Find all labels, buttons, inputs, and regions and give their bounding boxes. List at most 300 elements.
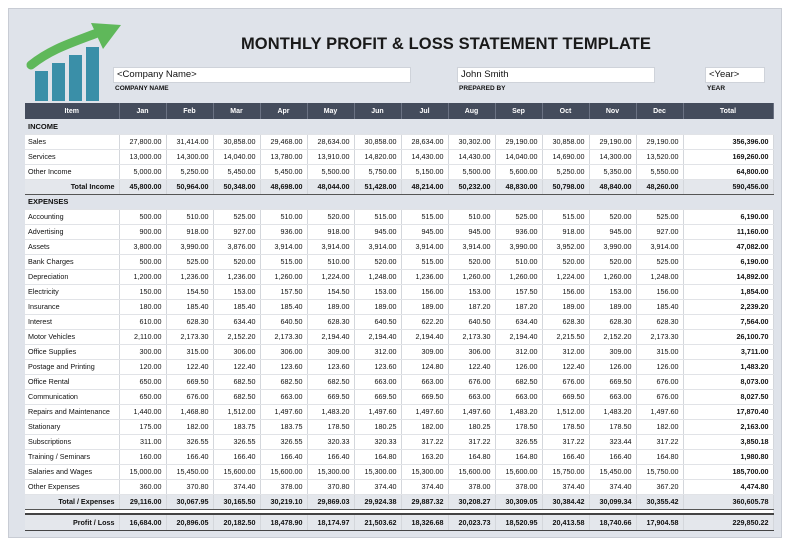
month-cell[interactable]: 525.00 <box>166 254 213 269</box>
month-cell[interactable]: 374.40 <box>589 479 636 494</box>
month-cell[interactable]: 682.50 <box>213 374 260 389</box>
expense-row <box>25 359 773 374</box>
row-total-cell[interactable]: 3,711.00 <box>683 344 773 359</box>
month-cell[interactable]: 185.40 <box>213 299 260 314</box>
month-cell[interactable]: 945.00 <box>589 224 636 239</box>
month-cell[interactable]: 3,914.00 <box>260 239 307 254</box>
month-cell[interactable]: 2,173.30 <box>448 329 495 344</box>
month-cell[interactable]: 3,990.00 <box>166 239 213 254</box>
month-cell[interactable]: 900.00 <box>119 224 166 239</box>
month-cell[interactable]: 945.00 <box>401 224 448 239</box>
row-total-cell[interactable]: 356,396.00 <box>683 134 773 149</box>
month-cell[interactable]: 183.75 <box>260 419 307 434</box>
month-cell[interactable]: 663.00 <box>589 389 636 404</box>
month-cell[interactable]: 157.50 <box>260 284 307 299</box>
month-cell[interactable]: 374.40 <box>401 479 448 494</box>
month-cell[interactable]: 5,250.00 <box>166 164 213 179</box>
month-cell[interactable]: 164.80 <box>354 449 401 464</box>
month-cell[interactable]: 515.00 <box>401 254 448 269</box>
month-cell[interactable]: 676.00 <box>166 389 213 404</box>
month-cell[interactable]: 367.20 <box>636 479 683 494</box>
month-cell[interactable]: 1,497.60 <box>354 404 401 419</box>
row-total-cell[interactable]: 64,800.00 <box>683 164 773 179</box>
month-cell[interactable]: 525.00 <box>636 254 683 269</box>
month-cell[interactable]: 520.00 <box>589 254 636 269</box>
month-cell[interactable]: 164.80 <box>448 449 495 464</box>
month-cell[interactable]: 510.00 <box>448 209 495 224</box>
month-cell[interactable]: 1,483.20 <box>589 404 636 419</box>
month-cell[interactable]: 520.00 <box>213 254 260 269</box>
month-cell[interactable]: 515.00 <box>354 209 401 224</box>
month-cell[interactable]: 28,634.00 <box>307 134 354 149</box>
month-cell[interactable]: 510.00 <box>307 254 354 269</box>
month-cell[interactable]: 634.40 <box>495 314 542 329</box>
row-total-cell[interactable]: 169,260.00 <box>683 149 773 164</box>
month-cell[interactable]: 15,450.00 <box>589 464 636 479</box>
month-cell[interactable]: 5,450.00 <box>213 164 260 179</box>
month-cell[interactable]: 500.00 <box>119 209 166 224</box>
month-cell[interactable]: 122.40 <box>542 359 589 374</box>
month-cell[interactable]: 178.50 <box>495 419 542 434</box>
month-cell[interactable]: 15,600.00 <box>495 464 542 479</box>
month-cell[interactable]: 918.00 <box>307 224 354 239</box>
month-cell[interactable]: 189.00 <box>354 299 401 314</box>
month-cell[interactable]: 13,910.00 <box>307 149 354 164</box>
month-cell[interactable]: 180.25 <box>448 419 495 434</box>
month-cell[interactable]: 3,952.00 <box>542 239 589 254</box>
month-cell[interactable]: 312.00 <box>354 344 401 359</box>
month-cell[interactable]: 126.00 <box>589 359 636 374</box>
month-cell[interactable]: 945.00 <box>448 224 495 239</box>
month-cell[interactable]: 663.00 <box>401 374 448 389</box>
expense-row <box>25 269 773 284</box>
month-cell[interactable]: 370.80 <box>307 479 354 494</box>
month-cell[interactable]: 122.40 <box>448 359 495 374</box>
month-cell[interactable]: 122.40 <box>166 359 213 374</box>
prepared-by-field[interactable]: John Smith <box>457 67 655 83</box>
month-cell[interactable]: 320.33 <box>354 434 401 449</box>
month-cell[interactable]: 15,450.00 <box>166 464 213 479</box>
month-cell[interactable]: 309.00 <box>401 344 448 359</box>
month-cell[interactable]: 189.00 <box>307 299 354 314</box>
row-total-cell[interactable]: 1,980.80 <box>683 449 773 464</box>
month-cell[interactable]: 525.00 <box>213 209 260 224</box>
month-cell[interactable]: 2,215.50 <box>542 329 589 344</box>
month-cell[interactable]: 300.00 <box>119 344 166 359</box>
month-cell[interactable]: 500.00 <box>119 254 166 269</box>
month-cell[interactable]: 634.40 <box>213 314 260 329</box>
month-cell[interactable]: 640.50 <box>354 314 401 329</box>
month-cell[interactable]: 163.20 <box>401 449 448 464</box>
month-cell[interactable]: 1,236.00 <box>166 269 213 284</box>
month-cell[interactable]: 520.00 <box>354 254 401 269</box>
month-cell[interactable]: 178.50 <box>589 419 636 434</box>
month-cell[interactable]: 187.20 <box>448 299 495 314</box>
month-cell[interactable]: 676.00 <box>636 389 683 404</box>
month-cell[interactable]: 5,500.00 <box>307 164 354 179</box>
month-cell[interactable]: 5,550.00 <box>636 164 683 179</box>
month-cell[interactable]: 520.00 <box>448 254 495 269</box>
month-cell[interactable]: 1,468.80 <box>166 404 213 419</box>
month-cell[interactable]: 326.55 <box>260 434 307 449</box>
month-cell[interactable]: 166.40 <box>542 449 589 464</box>
month-cell[interactable]: 27,800.00 <box>119 134 166 149</box>
month-cell[interactable]: 669.50 <box>589 374 636 389</box>
month-cell[interactable]: 918.00 <box>542 224 589 239</box>
month-cell[interactable]: 622.20 <box>401 314 448 329</box>
month-cell[interactable]: 178.50 <box>307 419 354 434</box>
month-cell[interactable]: 525.00 <box>495 209 542 224</box>
month-cell[interactable]: 182.00 <box>401 419 448 434</box>
row-total-cell[interactable]: 11,160.00 <box>683 224 773 239</box>
month-cell[interactable]: 15,600.00 <box>448 464 495 479</box>
month-cell[interactable]: 2,194.40 <box>495 329 542 344</box>
month-cell[interactable]: 326.55 <box>166 434 213 449</box>
row-total-cell[interactable]: 2,239.20 <box>683 299 773 314</box>
month-cell[interactable]: 156.00 <box>636 284 683 299</box>
month-cell[interactable]: 14,040.00 <box>495 149 542 164</box>
month-cell[interactable]: 1,224.00 <box>307 269 354 284</box>
month-cell[interactable]: 936.00 <box>495 224 542 239</box>
row-total-cell[interactable]: 6,190.00 <box>683 254 773 269</box>
month-cell[interactable]: 14,690.00 <box>542 149 589 164</box>
month-cell[interactable]: 5,600.00 <box>495 164 542 179</box>
month-cell[interactable]: 3,914.00 <box>448 239 495 254</box>
month-cell[interactable]: 30,858.00 <box>213 134 260 149</box>
month-cell[interactable]: 5,250.00 <box>542 164 589 179</box>
month-cell[interactable]: 30,302.00 <box>448 134 495 149</box>
month-cell[interactable]: 14,300.00 <box>166 149 213 164</box>
month-cell[interactable]: 663.00 <box>495 389 542 404</box>
month-cell[interactable]: 378.00 <box>448 479 495 494</box>
month-cell[interactable]: 153.00 <box>448 284 495 299</box>
month-cell[interactable]: 320.33 <box>307 434 354 449</box>
month-cell[interactable]: 378.00 <box>260 479 307 494</box>
month-cell[interactable]: 936.00 <box>260 224 307 239</box>
month-cell[interactable]: 1,483.20 <box>307 404 354 419</box>
month-cell[interactable]: 185.40 <box>636 299 683 314</box>
row-total-cell[interactable]: 14,892.00 <box>683 269 773 284</box>
month-cell[interactable]: 13,000.00 <box>119 149 166 164</box>
row-total-cell[interactable]: 7,564.00 <box>683 314 773 329</box>
month-cell[interactable]: 918.00 <box>166 224 213 239</box>
month-cell: 29,924.38 <box>354 494 401 509</box>
month-cell[interactable]: 160.00 <box>119 449 166 464</box>
month-cell[interactable]: 628.30 <box>166 314 213 329</box>
month-cell[interactable]: 1,497.60 <box>260 404 307 419</box>
month-cell[interactable]: 182.00 <box>166 419 213 434</box>
month-cell[interactable]: 185.40 <box>260 299 307 314</box>
month-cell[interactable]: 628.30 <box>589 314 636 329</box>
month-cell[interactable]: 1,236.00 <box>401 269 448 284</box>
month-cell[interactable]: 15,000.00 <box>119 464 166 479</box>
month-cell[interactable]: 1,497.60 <box>448 404 495 419</box>
month-cell[interactable]: 3,990.00 <box>495 239 542 254</box>
month-cell[interactable]: 306.00 <box>448 344 495 359</box>
month-cell[interactable]: 640.50 <box>260 314 307 329</box>
row-total-cell[interactable]: 2,163.00 <box>683 419 773 434</box>
month-cell[interactable]: 1,200.00 <box>119 269 166 284</box>
month-cell[interactable]: 317.22 <box>401 434 448 449</box>
month-cell[interactable]: 317.22 <box>448 434 495 449</box>
month-cell[interactable]: 323.44 <box>589 434 636 449</box>
month-cell[interactable]: 510.00 <box>495 254 542 269</box>
month-cell[interactable]: 669.50 <box>401 389 448 404</box>
month-cell[interactable]: 360.00 <box>119 479 166 494</box>
month-cell[interactable]: 189.00 <box>589 299 636 314</box>
month-cell[interactable]: 3,914.00 <box>636 239 683 254</box>
month-cell[interactable]: 374.40 <box>354 479 401 494</box>
month-cell[interactable]: 29,190.00 <box>636 134 683 149</box>
month-cell[interactable]: 1,260.00 <box>448 269 495 284</box>
month-cell[interactable]: 1,497.60 <box>401 404 448 419</box>
month-cell[interactable]: 15,300.00 <box>401 464 448 479</box>
month-cell[interactable]: 312.00 <box>542 344 589 359</box>
row-total-cell[interactable]: 1,854.00 <box>683 284 773 299</box>
month-cell[interactable]: 5,350.00 <box>589 164 636 179</box>
month-cell[interactable]: 306.00 <box>213 344 260 359</box>
row-total-cell[interactable]: 8,027.50 <box>683 389 773 404</box>
month-cell[interactable]: 153.00 <box>354 284 401 299</box>
month-cell[interactable]: 1,224.00 <box>542 269 589 284</box>
month-cell[interactable]: 1,260.00 <box>260 269 307 284</box>
month-cell[interactable]: 3,914.00 <box>401 239 448 254</box>
month-cell[interactable]: 14,820.00 <box>354 149 401 164</box>
month-cell[interactable]: 676.00 <box>448 374 495 389</box>
month-cell[interactable]: 927.00 <box>636 224 683 239</box>
month-cell[interactable]: 312.00 <box>495 344 542 359</box>
month-cell[interactable]: 15,300.00 <box>307 464 354 479</box>
month-cell[interactable]: 14,430.00 <box>448 149 495 164</box>
month-cell[interactable]: 31,414.00 <box>166 134 213 149</box>
month-cell[interactable]: 370.80 <box>166 479 213 494</box>
month-cell[interactable]: 189.00 <box>542 299 589 314</box>
month-cell[interactable]: 166.40 <box>213 449 260 464</box>
row-total-cell[interactable]: 185,700.00 <box>683 464 773 479</box>
total-expenses-row <box>25 494 773 509</box>
month-cell[interactable]: 183.75 <box>213 419 260 434</box>
month-cell[interactable]: 374.40 <box>542 479 589 494</box>
month-cell[interactable]: 927.00 <box>213 224 260 239</box>
row-label: Other Expenses <box>25 479 119 494</box>
month-cell[interactable]: 178.50 <box>542 419 589 434</box>
month-cell[interactable]: 14,040.00 <box>213 149 260 164</box>
month-cell[interactable]: 326.55 <box>495 434 542 449</box>
month-cell[interactable]: 166.40 <box>589 449 636 464</box>
month-cell[interactable]: 2,173.30 <box>166 329 213 344</box>
month-cell[interactable]: 13,780.00 <box>260 149 307 164</box>
month-cell[interactable]: 1,260.00 <box>589 269 636 284</box>
month-cell[interactable]: 28,634.00 <box>401 134 448 149</box>
row-total-cell[interactable]: 26,100.70 <box>683 329 773 344</box>
month-cell[interactable]: 1,236.00 <box>213 269 260 284</box>
month-cell[interactable]: 663.00 <box>260 389 307 404</box>
month-cell[interactable]: 15,300.00 <box>354 464 401 479</box>
month-cell[interactable]: 682.50 <box>307 374 354 389</box>
month-cell[interactable]: 3,876.00 <box>213 239 260 254</box>
month-cell[interactable]: 1,248.00 <box>636 269 683 284</box>
month-cell[interactable]: 3,914.00 <box>307 239 354 254</box>
month-cell[interactable]: 628.30 <box>636 314 683 329</box>
month-cell[interactable]: 945.00 <box>354 224 401 239</box>
month-cell[interactable]: 14,430.00 <box>401 149 448 164</box>
month-cell[interactable]: 2,110.00 <box>119 329 166 344</box>
month-cell[interactable]: 640.50 <box>448 314 495 329</box>
month-cell[interactable]: 157.50 <box>495 284 542 299</box>
month-cell[interactable]: 5,150.00 <box>401 164 448 179</box>
month-cell[interactable]: 2,194.40 <box>354 329 401 344</box>
month-cell[interactable]: 374.40 <box>213 479 260 494</box>
row-total-cell[interactable]: 47,082.00 <box>683 239 773 254</box>
month-cell: 18,520.95 <box>495 514 542 530</box>
month-cell[interactable]: 317.22 <box>542 434 589 449</box>
month-cell[interactable]: 15,750.00 <box>542 464 589 479</box>
month-cell[interactable]: 153.00 <box>213 284 260 299</box>
month-cell[interactable]: 2,152.20 <box>589 329 636 344</box>
month-cell[interactable]: 650.00 <box>119 374 166 389</box>
month-cell[interactable]: 150.00 <box>119 284 166 299</box>
month-cell[interactable]: 2,173.30 <box>636 329 683 344</box>
month-cell[interactable]: 164.80 <box>495 449 542 464</box>
month-cell[interactable]: 669.50 <box>166 374 213 389</box>
month-cell[interactable]: 29,468.00 <box>260 134 307 149</box>
month-cell[interactable]: 154.50 <box>166 284 213 299</box>
year-label: YEAR <box>707 85 726 92</box>
row-total-cell[interactable]: 1,483.20 <box>683 359 773 374</box>
month-cell[interactable]: 156.00 <box>401 284 448 299</box>
month-cell[interactable]: 2,194.40 <box>401 329 448 344</box>
month-cell[interactable]: 317.22 <box>636 434 683 449</box>
month-cell[interactable]: 5,750.00 <box>354 164 401 179</box>
month-cell[interactable]: 682.50 <box>495 374 542 389</box>
month-cell[interactable]: 669.50 <box>307 389 354 404</box>
month-cell[interactable]: 5,500.00 <box>448 164 495 179</box>
month-cell[interactable]: 3,990.00 <box>589 239 636 254</box>
month-cell[interactable]: 515.00 <box>542 209 589 224</box>
month-cell[interactable]: 1,440.00 <box>119 404 166 419</box>
month-cell[interactable]: 311.00 <box>119 434 166 449</box>
month-cell[interactable]: 164.80 <box>636 449 683 464</box>
month-cell[interactable]: 30,858.00 <box>542 134 589 149</box>
month-cell[interactable]: 182.00 <box>636 419 683 434</box>
month-cell[interactable]: 669.50 <box>354 389 401 404</box>
month-cell[interactable]: 663.00 <box>354 374 401 389</box>
month-cell[interactable]: 175.00 <box>119 419 166 434</box>
month-cell[interactable]: 682.50 <box>260 374 307 389</box>
month-cell[interactable]: 154.50 <box>307 284 354 299</box>
month-cell[interactable]: 309.00 <box>307 344 354 359</box>
month-cell[interactable]: 122.40 <box>213 359 260 374</box>
month-cell[interactable]: 124.80 <box>401 359 448 374</box>
month-cell[interactable]: 309.00 <box>589 344 636 359</box>
month-cell[interactable]: 185.40 <box>166 299 213 314</box>
month-cell[interactable]: 123.60 <box>354 359 401 374</box>
year-field[interactable]: <Year> <box>705 67 765 83</box>
row-total-cell[interactable]: 17,870.40 <box>683 404 773 419</box>
month-cell[interactable]: 166.40 <box>307 449 354 464</box>
month-cell[interactable]: 1,483.20 <box>495 404 542 419</box>
row-total-cell[interactable]: 8,073.00 <box>683 374 773 389</box>
month-cell[interactable]: 1,248.00 <box>354 269 401 284</box>
column-header-oct: Oct <box>542 103 589 119</box>
month-cell[interactable]: 315.00 <box>166 344 213 359</box>
month-cell[interactable]: 510.00 <box>260 209 307 224</box>
month-cell[interactable]: 29,190.00 <box>495 134 542 149</box>
row-total-cell[interactable]: 3,850.18 <box>683 434 773 449</box>
month-cell[interactable]: 3,800.00 <box>119 239 166 254</box>
month-cell[interactable]: 14,300.00 <box>589 149 636 164</box>
month-cell[interactable]: 610.00 <box>119 314 166 329</box>
month-cell[interactable]: 315.00 <box>636 344 683 359</box>
month-cell[interactable]: 156.00 <box>542 284 589 299</box>
month-cell[interactable]: 3,914.00 <box>354 239 401 254</box>
month-cell[interactable]: 1,260.00 <box>495 269 542 284</box>
month-cell[interactable]: 187.20 <box>495 299 542 314</box>
month-cell[interactable]: 628.30 <box>542 314 589 329</box>
month-cell[interactable]: 520.00 <box>589 209 636 224</box>
month-cell[interactable]: 628.30 <box>307 314 354 329</box>
month-cell[interactable]: 515.00 <box>401 209 448 224</box>
month-cell[interactable]: 180.00 <box>119 299 166 314</box>
month-cell[interactable]: 15,600.00 <box>260 464 307 479</box>
month-cell[interactable]: 525.00 <box>636 209 683 224</box>
month-cell[interactable]: 126.00 <box>636 359 683 374</box>
month-cell[interactable]: 123.60 <box>307 359 354 374</box>
month-cell[interactable]: 126.00 <box>495 359 542 374</box>
month-cell[interactable]: 676.00 <box>542 374 589 389</box>
row-label: Office Supplies <box>25 344 119 359</box>
row-total-cell[interactable]: 6,190.00 <box>683 209 773 224</box>
month-cell[interactable]: 15,750.00 <box>636 464 683 479</box>
month-cell[interactable]: 5,450.00 <box>260 164 307 179</box>
row-total-cell[interactable]: 4,474.80 <box>683 479 773 494</box>
month-cell[interactable]: 5,000.00 <box>119 164 166 179</box>
month-cell[interactable]: 510.00 <box>166 209 213 224</box>
month-cell[interactable]: 120.00 <box>119 359 166 374</box>
month-cell[interactable]: 2,173.30 <box>260 329 307 344</box>
company-name-field[interactable]: <Company Name> <box>113 67 411 83</box>
month-cell[interactable]: 663.00 <box>448 389 495 404</box>
month-cell[interactable]: 189.00 <box>401 299 448 314</box>
month-cell[interactable]: 326.55 <box>213 434 260 449</box>
row-label: Motor Vehicles <box>25 329 119 344</box>
month-cell[interactable]: 2,152.20 <box>213 329 260 344</box>
month-cell[interactable]: 676.00 <box>636 374 683 389</box>
month-cell[interactable]: 520.00 <box>307 209 354 224</box>
month-cell[interactable]: 1,512.00 <box>213 404 260 419</box>
month-cell[interactable]: 13,520.00 <box>636 149 683 164</box>
month-cell[interactable]: 650.00 <box>119 389 166 404</box>
month-cell[interactable]: 669.50 <box>542 389 589 404</box>
month-cell[interactable]: 2,194.40 <box>307 329 354 344</box>
month-cell[interactable]: 180.25 <box>354 419 401 434</box>
column-header-item: Item <box>25 103 119 119</box>
month-cell[interactable]: 166.40 <box>166 449 213 464</box>
month-cell[interactable]: 30,858.00 <box>354 134 401 149</box>
month-cell[interactable]: 1,512.00 <box>542 404 589 419</box>
month-cell[interactable]: 520.00 <box>542 254 589 269</box>
month-cell[interactable]: 682.50 <box>213 389 260 404</box>
month-cell[interactable]: 1,497.60 <box>636 404 683 419</box>
month-cell[interactable]: 378.00 <box>495 479 542 494</box>
month-cell[interactable]: 166.40 <box>260 449 307 464</box>
month-cell[interactable]: 15,600.00 <box>213 464 260 479</box>
month-cell[interactable]: 153.00 <box>589 284 636 299</box>
month-cell[interactable]: 306.00 <box>260 344 307 359</box>
month-cell[interactable]: 29,190.00 <box>589 134 636 149</box>
month-cell[interactable]: 123.60 <box>260 359 307 374</box>
month-cell[interactable]: 515.00 <box>260 254 307 269</box>
